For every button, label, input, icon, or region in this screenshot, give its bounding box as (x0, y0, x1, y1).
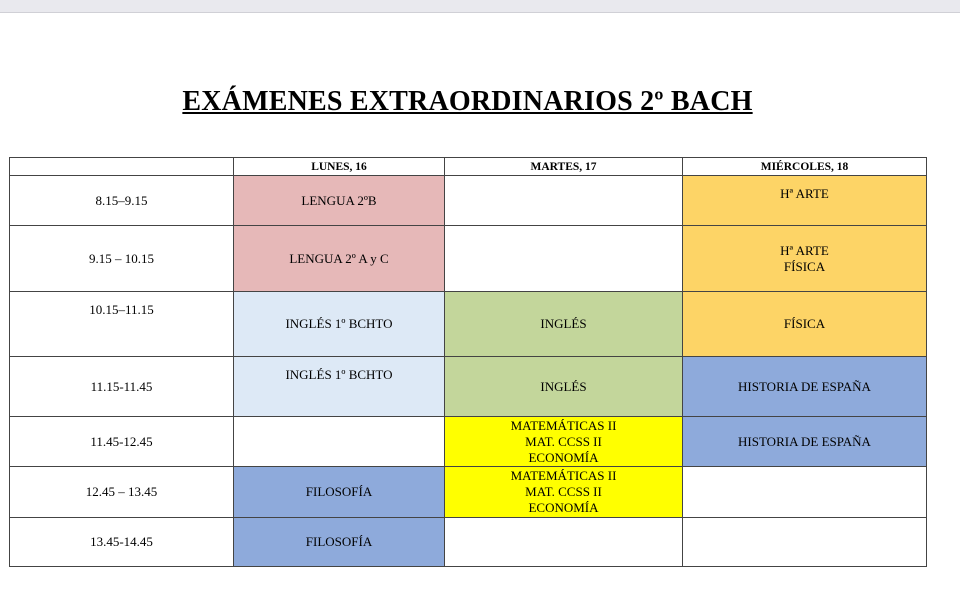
viewer-top-bar (0, 0, 960, 13)
exam-subject: MATEMÁTICAS II (510, 468, 617, 483)
time-cell: 9.15 – 10.15 (10, 226, 234, 292)
header-lunes: LUNES, 16 (234, 158, 445, 176)
exam-cell-martes (445, 357, 683, 417)
table-row (10, 417, 927, 467)
exam-cell-lunes (234, 176, 445, 226)
exam-cell-lunes (234, 357, 445, 417)
exam-subject: FILOSOFÍA (305, 484, 373, 499)
exam-cell-miercoles (683, 176, 927, 226)
exam-cell-miercoles (683, 357, 927, 417)
exam-cell-martes (445, 467, 683, 518)
time-cell: 10.15–11.15 (10, 292, 234, 357)
empty-cell-miercoles (683, 518, 927, 567)
exam-cell-lunes (234, 226, 445, 292)
header-miercoles: MIÉRCOLES, 18 (683, 158, 927, 176)
exam-subject: FÍSICA (783, 316, 826, 331)
time-cell: 12.45 – 13.45 (10, 467, 234, 518)
table-row (10, 467, 927, 518)
exam-cell-miercoles (683, 292, 927, 357)
exam-subject: HISTORIA DE ESPAÑA (738, 378, 871, 394)
exam-subject: INGLÉS (540, 378, 587, 394)
empty-cell-martes (445, 226, 683, 292)
exam-cell-lunes (234, 467, 445, 518)
table-row (10, 292, 927, 357)
empty-cell-lunes (234, 417, 445, 467)
exam-cell-martes (445, 292, 683, 357)
exam-subject: MAT. CCSS II (525, 484, 602, 499)
exam-subject: LENGUA 2ºB (301, 192, 377, 208)
exam-schedule-table (9, 157, 927, 567)
empty-cell-miercoles (683, 467, 927, 518)
exam-cell-lunes (234, 292, 445, 357)
time-cell: 13.45-14.45 (10, 518, 234, 567)
table-row (10, 176, 927, 226)
exam-subject: LENGUA 2º A y C (289, 250, 389, 266)
header-row (10, 158, 927, 176)
table-row (10, 357, 927, 417)
exam-subject: MATEMÁTICAS II (510, 417, 617, 433)
exam-subject: INGLÉS (540, 316, 587, 331)
exam-subject: MAT. CCSS II (525, 433, 602, 449)
header-corner (10, 158, 234, 176)
exam-cell-miercoles (683, 417, 927, 467)
time-cell: 11.45-12.45 (10, 417, 234, 467)
table-row (10, 226, 927, 292)
exam-subject: HISTORIA DE ESPAÑA (738, 433, 871, 449)
header-martes: MARTES, 17 (445, 158, 683, 176)
exam-subject: Hª ARTE (780, 186, 829, 201)
page-title: EXÁMENES EXTRAORDINARIOS 2º BACH (182, 86, 753, 117)
empty-cell-martes (445, 176, 683, 226)
exam-cell-lunes (234, 518, 445, 567)
exam-subject: ECONOMÍA (528, 500, 599, 515)
exam-subject: FÍSICA (783, 258, 826, 274)
exam-cell-miercoles (683, 226, 927, 292)
exam-subject: ECONOMÍA (528, 449, 599, 465)
table-row (10, 518, 927, 567)
empty-cell-martes (445, 518, 683, 567)
exam-cell-martes (445, 417, 683, 467)
exam-subject: Hª ARTE (780, 242, 829, 258)
time-cell: 8.15–9.15 (10, 176, 234, 226)
exam-subject: INGLÉS 1º BCHTO (285, 367, 393, 382)
time-cell: 11.15-11.45 (10, 357, 234, 417)
exam-subject: FILOSOFÍA (305, 534, 373, 549)
exam-subject: INGLÉS 1º BCHTO (285, 316, 393, 331)
